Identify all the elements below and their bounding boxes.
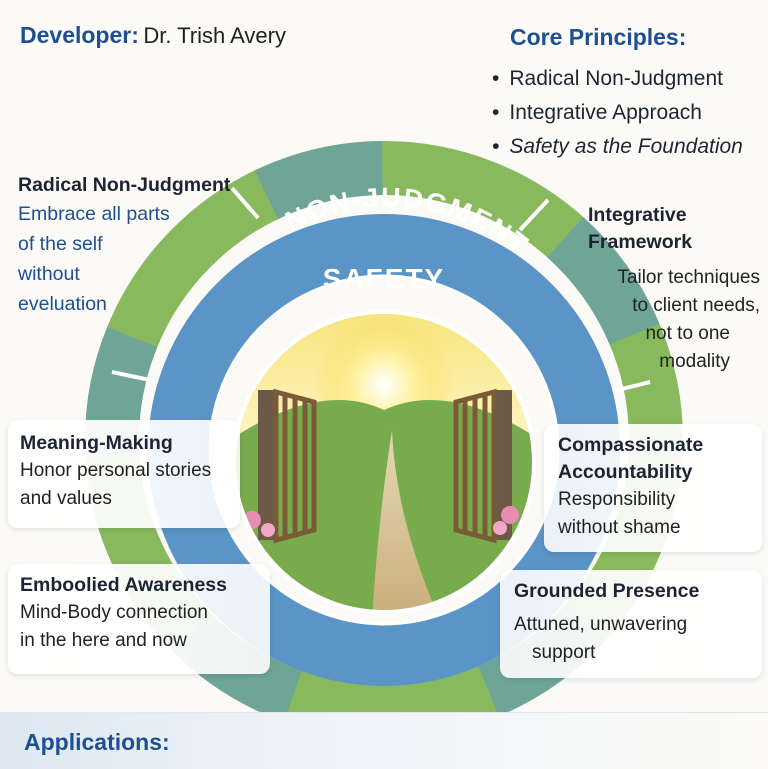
- principle-item: • Radical Non-Judgment: [492, 62, 743, 96]
- card-desc-line: of the self: [18, 233, 103, 255]
- card-radical-non-judgment: [18, 172, 248, 319]
- principles-title: Core Principles:: [510, 24, 687, 50]
- card-desc-line: Mind-Body connection: [20, 602, 208, 623]
- applications-label: Applications:: [24, 729, 170, 755]
- card-desc-line: Honor personal stories: [20, 460, 212, 481]
- card-title: Integrative: [588, 204, 687, 226]
- card-embodied-awareness: [8, 564, 270, 674]
- principle-item: • Safety as the Foundation: [492, 130, 743, 164]
- principle-item: • Integrative Approach: [492, 96, 743, 130]
- card-desc-line: without shame: [558, 517, 681, 538]
- card-title: Framework: [588, 231, 693, 253]
- card-grounded-presence: [500, 570, 762, 678]
- outer-ring-label: NON-JUDGMENT: [280, 182, 535, 261]
- card-title: Grounded Presence: [514, 580, 700, 602]
- card-desc-line: eveluation: [18, 293, 107, 315]
- card-desc-line: Responsibility: [558, 489, 676, 510]
- card-desc-line: Attuned, unwavering: [514, 614, 688, 635]
- card-title: Radical Non-Judgment: [18, 174, 231, 196]
- card-desc-line: Embrace all parts: [18, 203, 170, 225]
- card-title: Emboolied Awareness: [20, 574, 227, 596]
- inner-ring-label: SAFETY: [322, 263, 446, 294]
- card-desc-line: and values: [20, 488, 112, 509]
- card-desc-line: to client needs,: [632, 295, 760, 316]
- developer-label: Developer:: [20, 22, 139, 48]
- card-desc-line: not to one: [645, 323, 730, 344]
- applications-bar: [0, 712, 768, 769]
- card-desc-line: without: [18, 263, 80, 285]
- developer-name: Dr. Trish Avery: [143, 23, 286, 48]
- card-desc-line: in the here and now: [20, 630, 187, 651]
- card-compassionate-accountability: [544, 424, 762, 552]
- card-desc-line: support: [532, 642, 596, 663]
- card-title: Meaning-Making: [20, 432, 173, 454]
- card-integrative-framework: [560, 202, 760, 376]
- card-desc-line: Tailor techniques: [617, 267, 760, 288]
- card-meaning-making: [8, 420, 240, 528]
- card-title: Accountability: [558, 461, 693, 483]
- card-title: Compassionate: [558, 434, 704, 456]
- card-desc-line: modality: [659, 351, 730, 372]
